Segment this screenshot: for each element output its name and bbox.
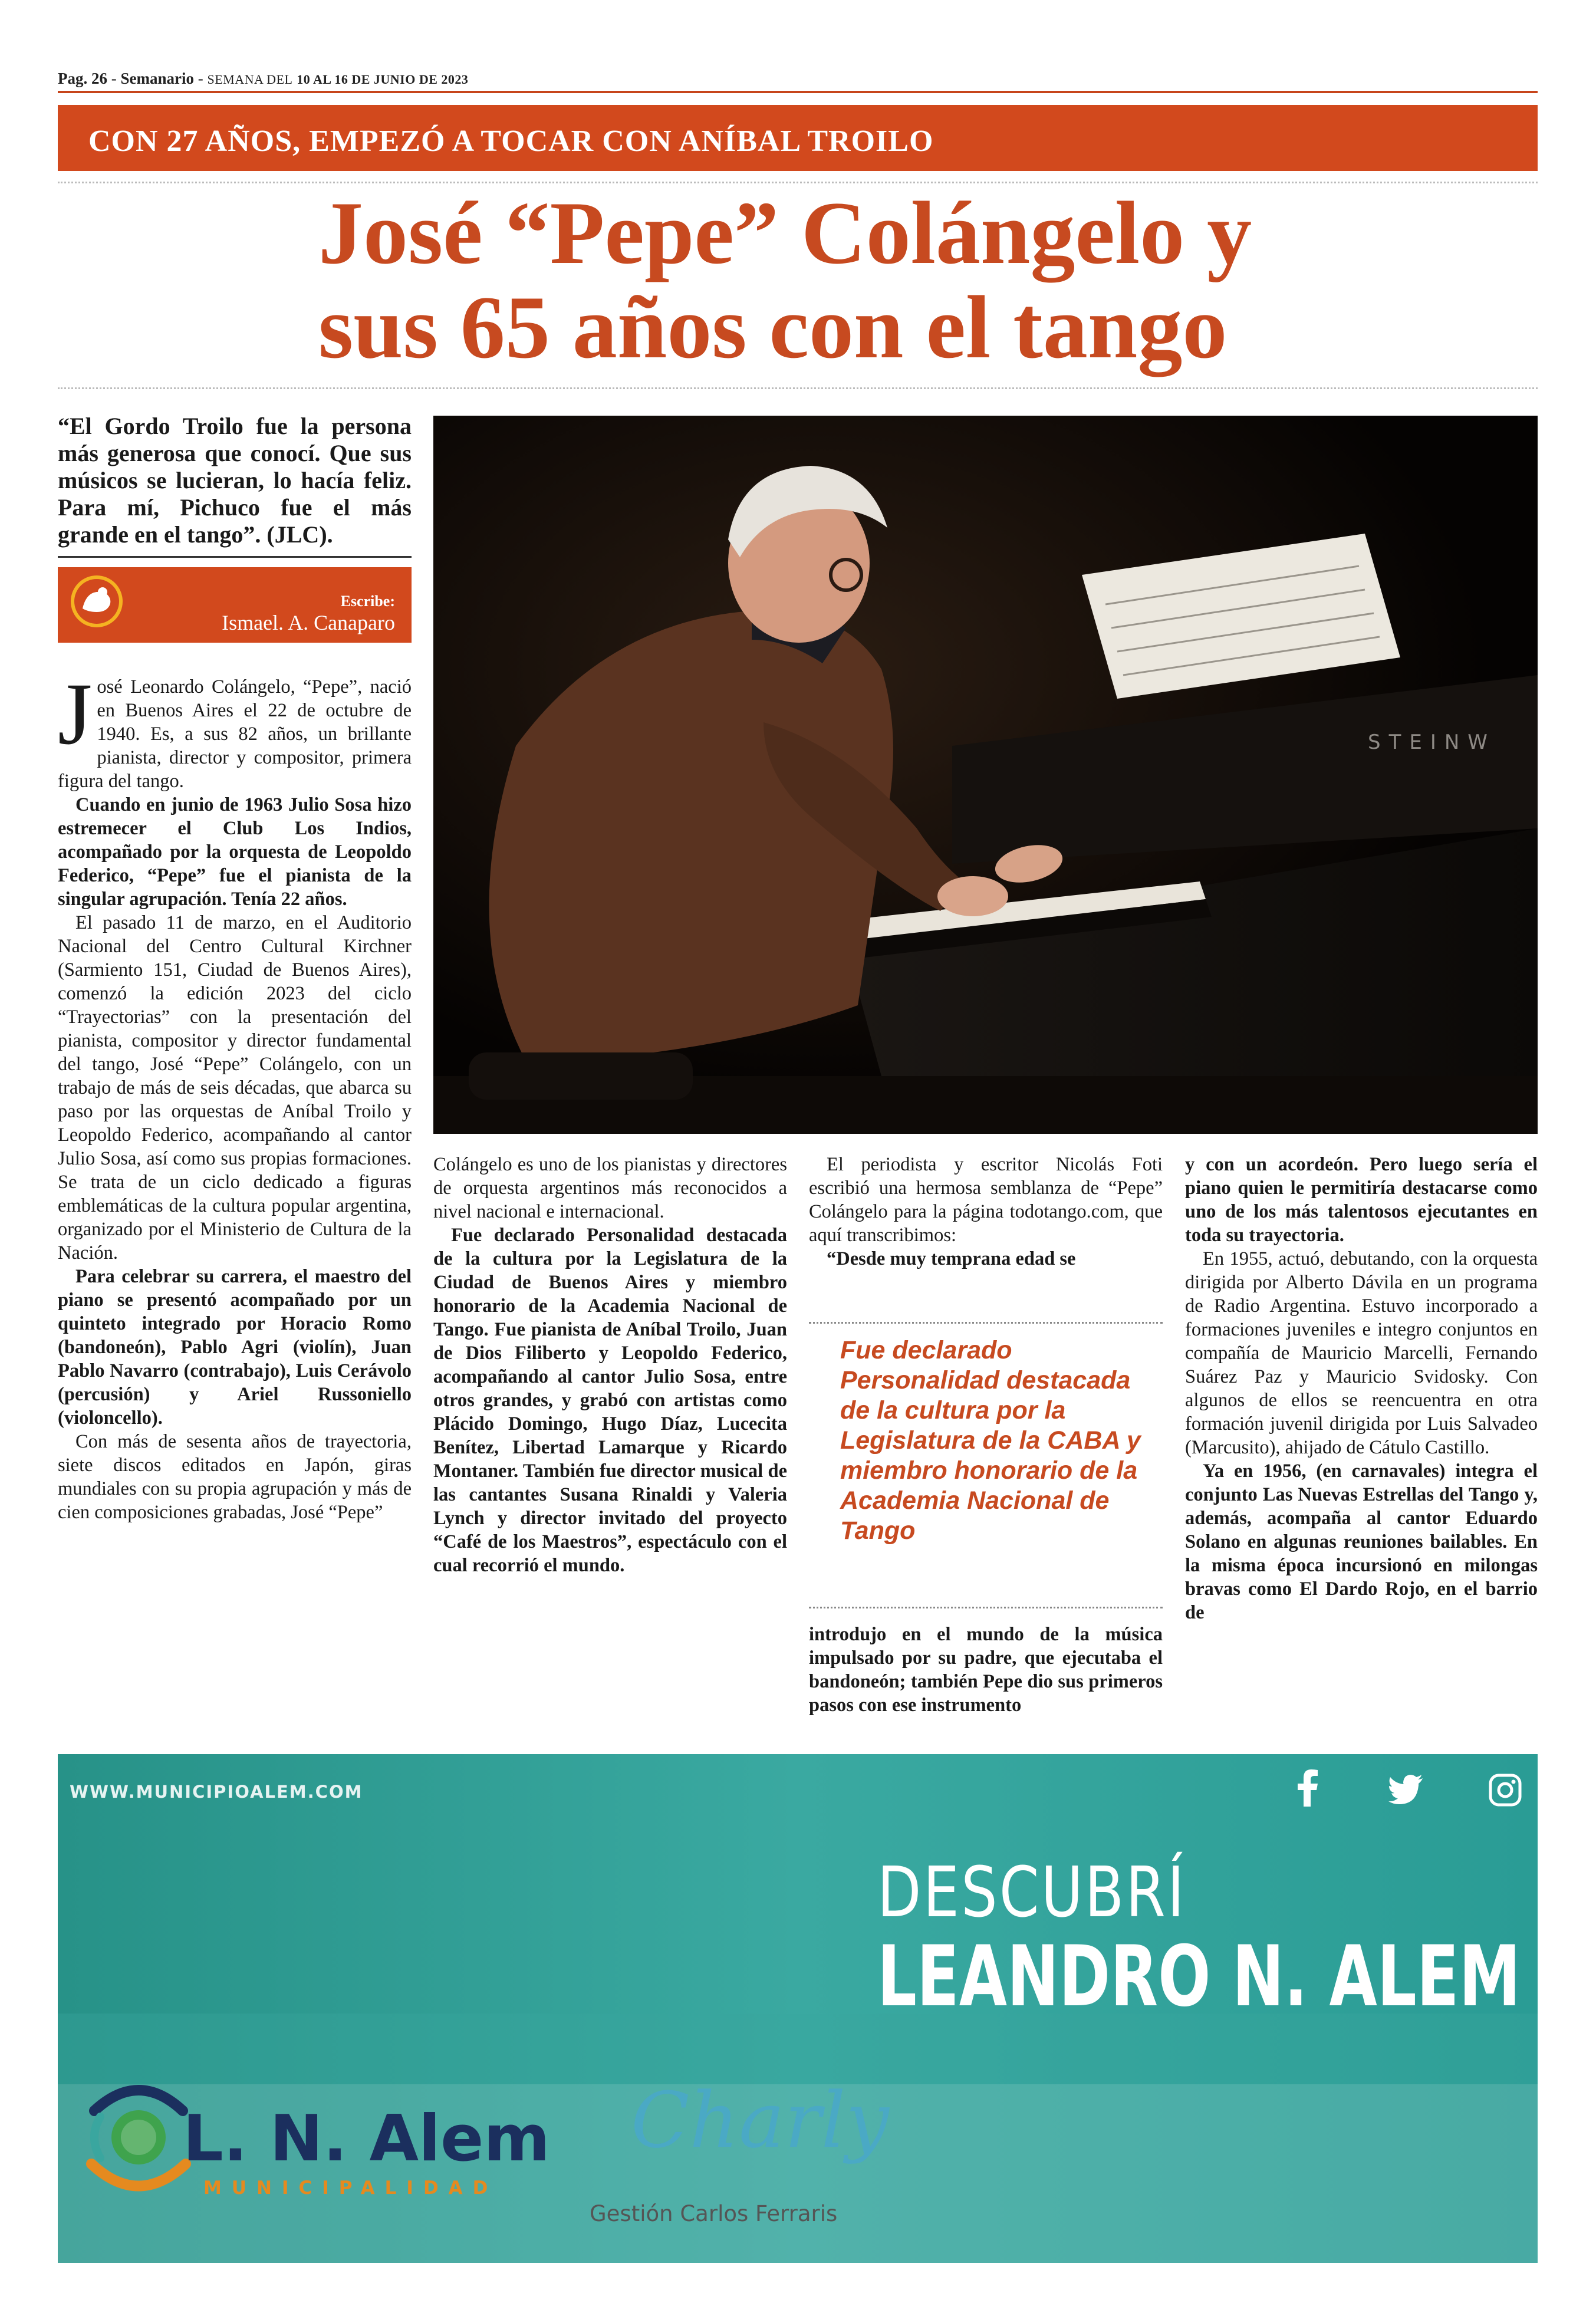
headline-line-1: José “Pepe” Colángelo y [318, 183, 1252, 282]
article-column-4 [1185, 1153, 1538, 1624]
week-label: SEMANA DEL [207, 72, 293, 87]
ad-gestion-text: Gestión Carlos Ferraris [590, 2201, 838, 2226]
kicker-text: CON 27 AÑOS, EMPEZÓ A TOCAR CON ANÍBAL TROILO [88, 124, 934, 158]
pull-quote-rule [809, 1322, 1163, 1324]
pull-quote: Fue declarado Personalidad destacada de la cultura por la Legislatura de la CABA y miembro honorario de la Academia Nacional de Tango [840, 1336, 1141, 1545]
dotted-rule [58, 387, 1538, 389]
municipality-name: L. N. Alem [183, 2102, 550, 2176]
pianist-illustration [433, 416, 1538, 1134]
bandoneon-player-icon [61, 572, 131, 631]
issue-dates: 10 AL 16 DE JUNIO DE 2023 [297, 72, 469, 87]
paragraph: Con más de sesenta años de trayectoria, siete discos editados en Japón, giras mundiales con su propia agrupación y más de cien composiciones grabadas, José “Pepe” [58, 1431, 412, 1523]
paragraph: El pasado 11 de marzo, en el Auditorio Nacional del Centro Cultural Kirchner (Sarmiento 151, Ciudad de Buenos Aires), comenzó la edición 2023 del ciclo “Trayectorias” con la presentación del pianista, compositor y director fundamental del tango, José “Pepe” Colángelo, con un trabajo de más de seis décadas, que abarca su paso por las orquestas de Aníbal Troilo y Leopoldo Federico, acompañando al cantor Julio Sosa, así como sus propias formaciones. Se trata de un ciclo dedicado a figuras emblemáticas de la cultura popular argentina, organizado por el Ministerio de Cultura de la Nación. [58, 912, 412, 1264]
folio: Pag. 26 - Semanario - SEMANA DEL 10 AL 16 DE JUNIO DE 2023 [58, 70, 469, 87]
article-column-1 [58, 665, 412, 1524]
municipality-label: MUNICIPALIDAD [203, 2177, 498, 2199]
paragraph: En 1955, actuó, debutando, con la orquesta dirigida por Alberto Dávila en un programa de Radio Argentina. Estuvo incorporado a formaciones juveniles e integro conjuntos en compañía de Mauricio Marcelli, Fernando Suárez Paz y Mauricio Svidosky. Con algunos de ellos se reencuentra en otra formación juvenil dirigida por Luis Salvadeo (Marcusito), ahijado de Cátulo Castillo. [1185, 1248, 1538, 1458]
headline [318, 183, 1380, 377]
facebook-icon[interactable] [1294, 1769, 1320, 1807]
paragraph: Ya en 1956, (en carnavales) integra el conjunto Las Nuevas Estrellas del Tango y, además, acompaña al cantor Eduardo Solano en algunas reuniones bailables. En la misma época incursionó en milongas bravas como El Dardo Rojo, en el barrio de [1185, 1460, 1538, 1623]
paragraph: José Leonardo Colángelo, “Pepe”, nació en Buenos Aires el 22 de octubre de 1940. Es, a sus 82 años, un brillante pianista, director y compositor, primera figura del tango. [58, 665, 412, 792]
page-number: Pag. 26 [58, 70, 107, 87]
ad-title-line-2: LEANDRO N. ALEM [877, 1928, 1521, 2025]
paragraph: Fue declarado Personalidad destacada de la cultura por la Legislatura de la Ciudad de Buenos Aires y miembro honorario de la Academia Nacional de Tango. Fue pianista de Aníbal Troilo, Juan de Dios Filiberto y Leopoldo Federico, acompañando al cantor Julio Sosa, entre otros grandes, y grabó con artistas como Plácido Domingo, Hugo Díaz, Lucecita Benítez, Libertad Lamarque y Ricardo Montaner. También fue director musical de las cantantes Susana Rinaldi y Valeria Lynch y director invitado del proyecto “Café de los Maestros”, espectáculo con el cual recorrió el mundo. [433, 1225, 787, 1576]
twitter-icon[interactable] [1388, 1775, 1424, 1804]
pianist-photo [433, 416, 1538, 1134]
paragraph: Cuando en junio de 1963 Julio Sosa hizo estremecer el Club Los Indios, acompañado por la orquesta de Leopoldo Federico, “Pepe” fue el pianista de la singular agrupación. Tenía 22 años. [58, 794, 412, 910]
article-column-3-continued [809, 1623, 1163, 1717]
ad-website-link[interactable]: WWW.MUNICIPIOALEM.COM [70, 1782, 363, 1802]
paragraph: “Desde muy temprana edad se [827, 1248, 1076, 1269]
lead-quote: “El Gordo Troilo fue la persona más generosa que conocí. Que sus músicos se lucieran, lo hacía feliz. Para mí, Pichuco fue el más grande en el tango”. (JLC). [58, 413, 412, 548]
byline-label: Escribe: [340, 593, 395, 610]
paragraph: El periodista y escritor Nicolás Foti escribió una hermosa semblanza de “Pepe” Colángelo para la página todotango.com, que aquí transcribimos: [809, 1154, 1163, 1246]
paragraph: Para celebrar su carrera, el maestro del piano se presentó acompañado por un quinteto integrado por Horacio Romo (bandoneón), Pablo Agri (violín), Juan Pablo Navarro (contrabajo), Luis Cerávolo (percusión) y Ariel Russoniello (violoncello). [58, 1266, 412, 1429]
municipality-logo-icon [77, 2075, 200, 2199]
paragraph: Colángelo es uno de los pianistas y directores de orquesta argentinos más reconocidos a nivel nacional e internacional. [433, 1154, 787, 1222]
instagram-icon[interactable] [1489, 1774, 1522, 1807]
folio-rule [58, 91, 1538, 93]
publication-name: Semanario [120, 70, 194, 87]
headline-line-2: sus 65 años con el tango [318, 278, 1228, 377]
byline-author: Ismael. A. Canaparo [222, 611, 395, 634]
paragraph: introdujo en el mundo de la música impulsado por su padre, que ejecutaba el bandoneón; también Pepe dio sus primeros pasos con ese instrumento [809, 1624, 1163, 1716]
drop-cap: J [58, 665, 93, 763]
paragraph: y con un acordeón. Pero luego sería el piano quien le permitiría destacarse como uno de los más talentosos ejecutantes en toda su trayectoria. [1185, 1154, 1538, 1246]
quote-rule [58, 556, 412, 558]
ad-title-line-1: DESCUBRÍ [877, 1851, 1186, 1933]
pull-quote-rule [809, 1607, 1163, 1608]
article-column-3 [809, 1153, 1163, 1271]
piano-brand: STEINW [1368, 731, 1496, 754]
charly-signature: Charly [631, 2075, 889, 2165]
article-column-2 [433, 1153, 787, 1577]
